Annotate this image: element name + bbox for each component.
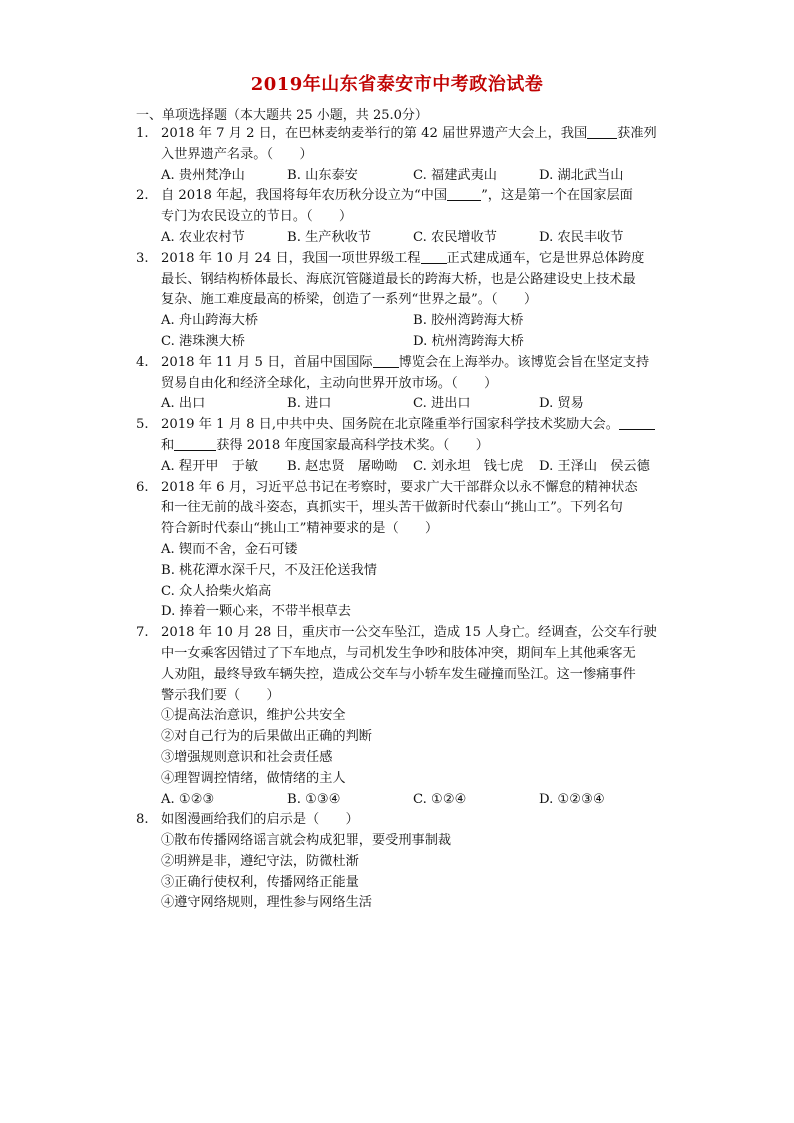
question-1 — [136, 124, 666, 186]
section-heading: 一、单项选择题（本大题共 25 小题，共 25.0分） — [136, 108, 428, 123]
question-number: 8. — [136, 812, 149, 828]
answer-blank — [174, 436, 216, 451]
option-a: A. ①②③ — [161, 791, 215, 807]
question-text: 2018 年 6 月，习近平总书记在考察时，要求广大干部群众以永不懈怠的精神状态 — [161, 479, 638, 495]
option-a: A. 锲而不舍，金石可镂 — [161, 541, 298, 557]
statement-2: ②明辨是非，遵纪守法，防微杜渐 — [161, 853, 359, 869]
question-8 — [136, 810, 666, 914]
question-text: 人劝阻，最终导致车辆失控，造成公交车与小轿车发生碰撞而坠江。这一惨痛事件 — [161, 666, 636, 682]
question-text: 2018 年 10 月 28 日，重庆市一公交车坠江，造成 15 人身亡。经调查，公交车行驶 — [161, 625, 657, 641]
option-b: B. 桃花潭水深千尺，不及汪伦送我情 — [161, 562, 377, 578]
option-d: D. 贸易 — [539, 396, 584, 412]
options-row — [161, 228, 666, 249]
statement-4: ④遵守网络规则，理性参与网络生活 — [161, 895, 372, 911]
question-text: 2018 年 7 月 2 日，在巴林麦纳麦举行的第 42 届世界遗产大会上，我国 获准列 — [161, 126, 657, 141]
statement-1: ①散布传播网络谣言就会构成犯罪，要受刑事制裁 — [161, 833, 452, 849]
question-number: 5. — [136, 417, 149, 433]
option-b: B. 胶州湾跨海大桥 — [413, 313, 524, 329]
statement-1: ①提高法治意识，维护公共安全 — [161, 708, 346, 724]
question-text: 最长、钢结构桥体最长、海底沉管隧道最长的跨海大桥，也是公路建设史上技术最 — [161, 271, 636, 287]
option-c: C. 港珠澳大桥 — [161, 333, 245, 349]
question-number: 1. — [136, 126, 149, 141]
answer-blank — [421, 249, 447, 264]
option-b: B. 山东泰安 — [287, 167, 358, 183]
question-text: 警示我们要（ ） — [161, 687, 280, 703]
page-title: 2019年山东省泰安市中考政治试卷 — [250, 74, 544, 95]
question-text: 贸易自由化和经济全球化，主动向世界开放市场。（ ） — [161, 375, 498, 391]
option-c: C. ①②④ — [413, 791, 467, 807]
option-c: C. 农民增收节 — [413, 229, 497, 245]
option-d: D. 王泽山 侯云德 — [539, 458, 650, 474]
statement-2: ②对自己行为的后果做出正确的判断 — [161, 729, 372, 745]
answer-blank — [619, 415, 655, 430]
option-d: D. 杭州湾跨海大桥 — [413, 333, 524, 349]
question-number: 7. — [136, 625, 149, 641]
question-2 — [136, 186, 666, 248]
question-text: 2019 年 1 月 8 日,中共中央、国务院在北京隆重举行国家科学技术奖励大会。 — [161, 415, 666, 436]
question-text: 如图漫画给我们的启示是（ ） — [161, 812, 359, 828]
option-a: A. 农业农村节 — [161, 229, 245, 245]
question-4 — [136, 353, 666, 415]
option-d: D. 捧着一颗心来，不带半根草去 — [161, 604, 351, 620]
question-text: 和 获得 2018 年度国家最高科学技术奖。（ ） — [161, 437, 489, 453]
question-6 — [136, 478, 666, 624]
option-a: A. 出口 — [161, 396, 206, 412]
option-d: D. 湖北武当山 — [539, 167, 624, 183]
options-row — [161, 790, 666, 811]
answer-blank — [447, 186, 481, 201]
option-c: C. 福建武夷山 — [413, 167, 497, 183]
statement-4: ④理智调控情绪，做情绪的主人 — [161, 770, 346, 786]
statement-3: ③增强规则意识和社会责任感 — [161, 749, 333, 765]
option-b: B. 生产秋收节 — [287, 229, 372, 245]
question-number: 2. — [136, 188, 149, 204]
question-text: 和一往无前的战斗姿态，真抓实干，埋头苦干做新时代泰山“挑山工”。下列名句 — [161, 500, 623, 516]
option-d: D. ①②③④ — [539, 791, 605, 807]
options-row — [161, 332, 666, 353]
question-text: 入世界遗产名录。（ ） — [161, 146, 313, 162]
option-a: A. 贵州梵净山 — [161, 167, 245, 183]
question-number: 6. — [136, 479, 149, 495]
option-c: C. 进出口 — [413, 396, 471, 412]
answer-blank — [587, 124, 617, 139]
option-b: B. 赵忠贤 屠呦呦 — [287, 458, 398, 474]
question-text: 2018 年 10 月 24 日，我国一项世界级工程 正式建成通车，它是世界总体跨度 — [161, 250, 645, 266]
option-b: B. ①③④ — [287, 791, 341, 807]
question-text: 自 2018 年起，我国将每年农历秋分设立为“中国 ”，这是第一个在国家层面 — [161, 188, 633, 204]
question-number: 3. — [136, 250, 149, 266]
option-d: D. 农民丰收节 — [539, 229, 624, 245]
question-3 — [136, 249, 666, 353]
question-number: 4. — [136, 354, 149, 370]
statement-3: ③正确行使权利，传播网络正能量 — [161, 874, 359, 890]
options-row — [161, 166, 666, 187]
option-a: A. 程开甲 于敏 — [161, 458, 259, 474]
option-c: C. 众人拾柴火焰高 — [161, 583, 272, 599]
question-text: 专门为农民设立的节日。（ ） — [161, 209, 353, 225]
question-7 — [136, 623, 666, 810]
options-row — [161, 394, 666, 415]
question-text: 2018 年 11 月 5 日，首届中国国际 博览会在上海举办。该博览会旨在坚定支持 — [161, 354, 650, 370]
question-5 — [136, 415, 666, 477]
question-text: 复杂、施工难度最高的桥梁，创造了一系列“世界之最”。（ ） — [161, 292, 538, 308]
question-list — [136, 124, 666, 914]
option-b: B. 进口 — [287, 396, 332, 412]
option-c: C. 刘永坦 钱七虎 — [413, 458, 524, 474]
options-row — [161, 311, 666, 332]
options-row — [161, 457, 666, 478]
question-text: 符合新时代泰山“挑山工”精神要求的是（ ） — [161, 521, 439, 537]
option-a: A. 舟山跨海大桥 — [161, 313, 259, 329]
answer-blank — [373, 353, 399, 368]
question-text: 中一女乘客因错过了下车地点，与司机发生争吵和肢体冲突，期间车上其他乘客无 — [161, 645, 636, 661]
